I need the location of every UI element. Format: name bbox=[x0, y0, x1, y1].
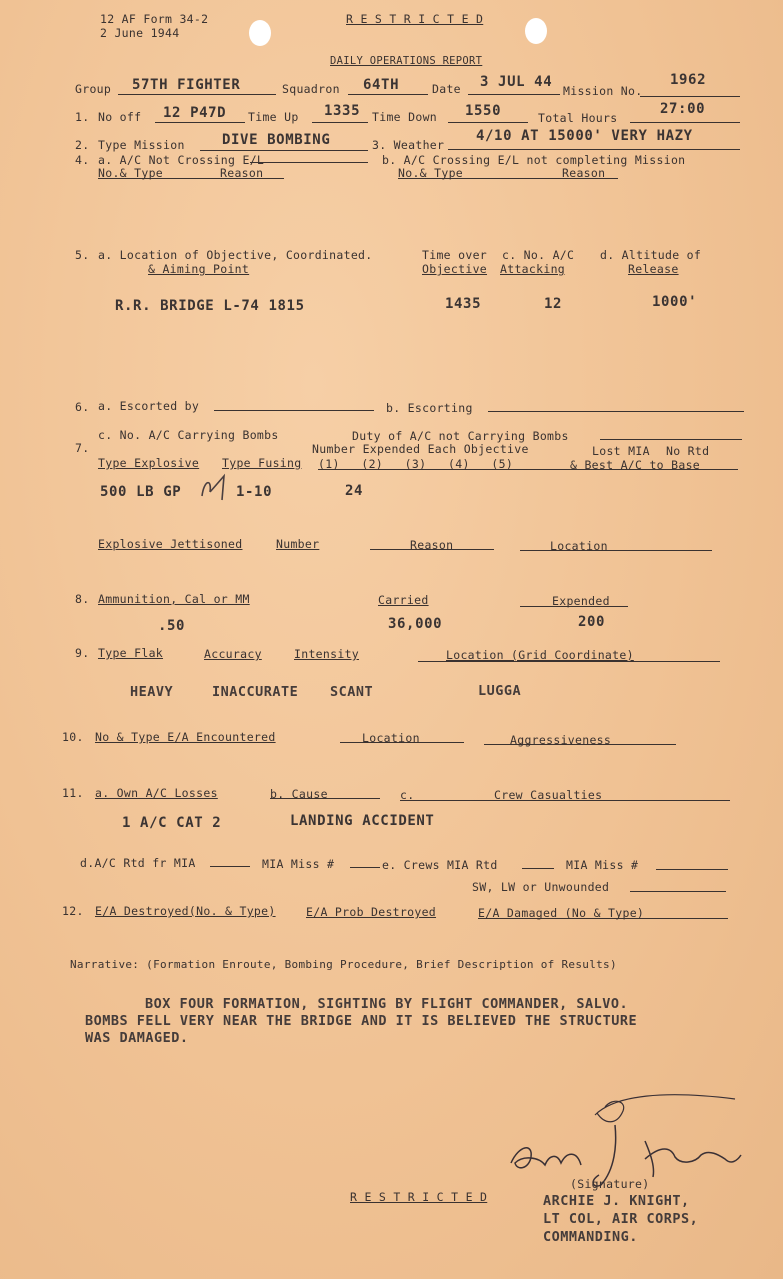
no-type-sub: No.& Type bbox=[98, 166, 164, 180]
item-number: 10. bbox=[62, 730, 84, 744]
carried-label: Carried bbox=[378, 593, 429, 607]
rule-line bbox=[520, 606, 628, 607]
classification-bottom: R E S T R I C T E D bbox=[350, 1190, 488, 1204]
signature-image bbox=[505, 1085, 745, 1190]
total-hours-label: Total Hours bbox=[538, 111, 618, 125]
squadron-line bbox=[348, 94, 428, 95]
duty-line bbox=[600, 439, 742, 440]
date-label: Date bbox=[432, 82, 461, 96]
flak-intensity-label: Intensity bbox=[294, 647, 360, 661]
narrative-line-3: WAS DAMAGED. bbox=[85, 1030, 189, 1046]
time-up-line bbox=[312, 122, 368, 123]
item-number: 2. bbox=[75, 138, 90, 152]
time-down-label: Time Down bbox=[372, 110, 438, 124]
date-value: 3 JUL 44 bbox=[480, 74, 553, 90]
cause-label: b. Cause bbox=[270, 787, 328, 801]
expended-label: Expended bbox=[552, 594, 610, 608]
rule-line bbox=[484, 744, 676, 745]
item-number: 12. bbox=[62, 904, 84, 918]
losses-value: 1 A/C CAT 2 bbox=[122, 815, 222, 831]
weather-label: 3. Weather bbox=[372, 138, 445, 152]
best-ac-label: & Best A/C to Base bbox=[570, 458, 701, 472]
caliber-value: .50 bbox=[158, 618, 186, 634]
group-line bbox=[118, 94, 276, 95]
reason-sub: Reason bbox=[562, 166, 606, 180]
time-down-line bbox=[448, 122, 528, 123]
time-down-value: 1550 bbox=[465, 103, 502, 119]
release-sub: Release bbox=[628, 262, 679, 276]
item-number: 6. bbox=[75, 400, 90, 414]
ac-not-crossing-line bbox=[250, 162, 368, 163]
punch-hole bbox=[249, 20, 271, 46]
mia-miss-label: MIA Miss # bbox=[262, 857, 335, 871]
cause-value: LANDING ACCIDENT bbox=[290, 813, 435, 829]
altitude-value: 1000' bbox=[652, 294, 698, 310]
crew-c-label: c. bbox=[400, 788, 415, 802]
escorting-label: b. Escorting bbox=[386, 401, 473, 415]
time-up-value: 1335 bbox=[324, 103, 361, 119]
objective-label: a. Location of Objective, Coordinated. bbox=[98, 248, 373, 262]
rule-line bbox=[478, 918, 728, 919]
narrative-line-2: BOMBS FELL VERY NEAR THE BRIDGE AND IT IS BELIEVED THE STRUCTURE bbox=[85, 1013, 638, 1029]
mission-label: Mission No. bbox=[563, 84, 643, 98]
rule-line bbox=[318, 469, 738, 470]
escorted-label: a. Escorted by bbox=[98, 399, 200, 413]
objective-sub: Objective bbox=[422, 262, 488, 276]
expended-value: 200 bbox=[578, 614, 606, 630]
group-label: Group bbox=[75, 82, 112, 96]
flak-type-value: HEAVY bbox=[130, 684, 174, 700]
form-number: 12 AF Form 34-2 bbox=[100, 12, 209, 26]
rule-line bbox=[522, 868, 554, 869]
classification-top: R E S T R I C T E D bbox=[346, 12, 484, 26]
escorted-line bbox=[214, 410, 374, 411]
type-fusing-label: Type Fusing bbox=[222, 456, 302, 470]
reason-sub: Reason bbox=[220, 166, 264, 180]
no-type-sub: No.& Type bbox=[398, 166, 464, 180]
no-off-line bbox=[155, 122, 245, 123]
total-hours-value: 27:00 bbox=[660, 101, 706, 117]
ea-damaged-label: E/A Damaged (No & Type) bbox=[478, 906, 645, 920]
squadron-value: 64TH bbox=[363, 77, 400, 93]
signer-role: COMMANDING. bbox=[543, 1229, 638, 1245]
flak-type-label: Type Flak bbox=[98, 646, 164, 660]
type-mission-value: DIVE BOMBING bbox=[222, 132, 331, 148]
ea-prob-destroyed-label: E/A Prob Destroyed bbox=[306, 905, 437, 919]
attacking-sub: Attacking bbox=[500, 262, 566, 276]
no-off-label: No off bbox=[98, 110, 142, 124]
no-ac-label: c. No. A/C bbox=[502, 248, 575, 262]
lost-mia-label: Lost MIA bbox=[592, 444, 650, 458]
rule-line bbox=[98, 178, 284, 179]
flak-accuracy-label: Accuracy bbox=[204, 647, 262, 661]
type-mission-label: Type Mission bbox=[98, 138, 185, 152]
rule-line bbox=[340, 742, 464, 743]
time-up-label: Time Up bbox=[248, 110, 299, 124]
item-number: 7. bbox=[75, 441, 90, 455]
item-number: 4. bbox=[75, 153, 90, 167]
signer-rank: LT COL, AIR CORPS, bbox=[543, 1211, 699, 1227]
type-explosive-label: Type Explosive bbox=[98, 456, 200, 470]
rule-line bbox=[630, 891, 726, 892]
total-hours-line bbox=[630, 122, 740, 123]
altitude-label: d. Altitude of bbox=[600, 248, 702, 262]
jettisoned-location-label: Location bbox=[550, 539, 608, 553]
item-number: 1. bbox=[75, 110, 90, 124]
jettisoned-label: Explosive Jettisoned bbox=[98, 537, 243, 551]
no-off-value: 12 P47D bbox=[163, 105, 227, 121]
narrative-label: Narrative: (Formation Enroute, Bombing Procedure, Brief Description of Results) bbox=[70, 958, 617, 971]
punch-hole bbox=[525, 18, 547, 44]
duty-label: Duty of A/C not Carrying Bombs bbox=[352, 429, 569, 443]
ac-rtd-mia-label: d.A/C Rtd fr MIA bbox=[80, 856, 196, 870]
rule-line bbox=[656, 869, 728, 870]
ea-encountered-label: No & Type E/A Encountered bbox=[95, 730, 276, 744]
fusing-value: 1-10 bbox=[236, 484, 273, 500]
objective-value: R.R. BRIDGE L-74 1815 bbox=[115, 298, 305, 314]
narrative-line-1: BOX FOUR FORMATION, SIGHTING BY FLIGHT COMMANDER, SALVO. bbox=[145, 996, 629, 1012]
crews-mia-rtd-label: e. Crews MIA Rtd bbox=[382, 858, 498, 872]
rule-line bbox=[370, 549, 494, 550]
date-line bbox=[468, 94, 560, 95]
weather-line bbox=[448, 149, 740, 150]
rule-line bbox=[350, 867, 380, 868]
expended-value: 24 bbox=[345, 483, 364, 499]
item-number: 5. bbox=[75, 248, 90, 262]
item-number: 11. bbox=[62, 786, 84, 800]
rule-line bbox=[210, 866, 250, 867]
jettisoned-number-label: Number bbox=[276, 537, 320, 551]
carried-value: 36,000 bbox=[388, 616, 443, 632]
rule-line bbox=[520, 550, 712, 551]
signature-label: (Signature) bbox=[570, 1177, 650, 1191]
time-over-value: 1435 bbox=[445, 296, 482, 312]
attacking-value: 12 bbox=[544, 296, 563, 312]
rule-line bbox=[270, 798, 380, 799]
aggressiveness-label: Aggressiveness bbox=[510, 733, 612, 747]
squadron-label: Squadron bbox=[282, 82, 340, 96]
expended-columns: (1) (2) (3) (4) (5) bbox=[318, 457, 514, 471]
weather-value: 4/10 AT 15000' VERY HAZY bbox=[476, 128, 693, 144]
form-date: 2 June 1944 bbox=[100, 26, 180, 40]
flak-accuracy-value: INACCURATE bbox=[212, 684, 299, 700]
rule-line bbox=[400, 800, 730, 801]
signer-name: ARCHIE J. KNIGHT, bbox=[543, 1193, 690, 1209]
mia-miss-label-2: MIA Miss # bbox=[566, 858, 639, 872]
item-number: 8. bbox=[75, 592, 90, 606]
group-value: 57TH FIGHTER bbox=[132, 77, 241, 93]
ea-destroyed-label: E/A Destroyed(No. & Type) bbox=[95, 904, 276, 918]
item-number: 9. bbox=[75, 646, 90, 660]
jettisoned-reason-label: Reason bbox=[410, 538, 454, 552]
carrying-bombs-label: c. No. A/C Carrying Bombs bbox=[98, 428, 279, 442]
ea-location-label: Location bbox=[362, 731, 420, 745]
flak-location-value: LUGGA bbox=[478, 683, 522, 699]
escorting-line bbox=[488, 411, 744, 412]
wounded-label: SW, LW or Unwounded bbox=[472, 880, 610, 894]
mission-line bbox=[640, 96, 740, 97]
handwritten-mark bbox=[198, 472, 234, 502]
explosive-value: 500 LB GP bbox=[100, 484, 182, 500]
mission-value: 1962 bbox=[670, 72, 707, 88]
no-rtd-label: No Rtd bbox=[666, 444, 710, 458]
crew-casualties-label: Crew Casualties bbox=[494, 788, 603, 802]
own-losses-label: a. Own A/C Losses bbox=[95, 786, 218, 800]
aiming-point-sub: & Aiming Point bbox=[148, 262, 250, 276]
ac-crossing-label: b. A/C Crossing E/L not completing Mission bbox=[382, 153, 686, 167]
report-title: DAILY OPERATIONS REPORT bbox=[330, 55, 483, 67]
rule-line bbox=[398, 178, 618, 179]
ac-not-crossing-label: a. A/C Not Crossing E/L bbox=[98, 153, 265, 167]
time-over-label: Time over bbox=[422, 248, 488, 262]
flak-intensity-value: SCANT bbox=[330, 684, 374, 700]
flak-location-label: Location (Grid Coordinate) bbox=[446, 648, 634, 662]
type-mission-line bbox=[200, 150, 368, 151]
ammunition-label: Ammunition, Cal or MM bbox=[98, 592, 250, 606]
rule-line bbox=[418, 661, 720, 662]
number-expended-label: Number Expended Each Objective bbox=[312, 442, 529, 456]
